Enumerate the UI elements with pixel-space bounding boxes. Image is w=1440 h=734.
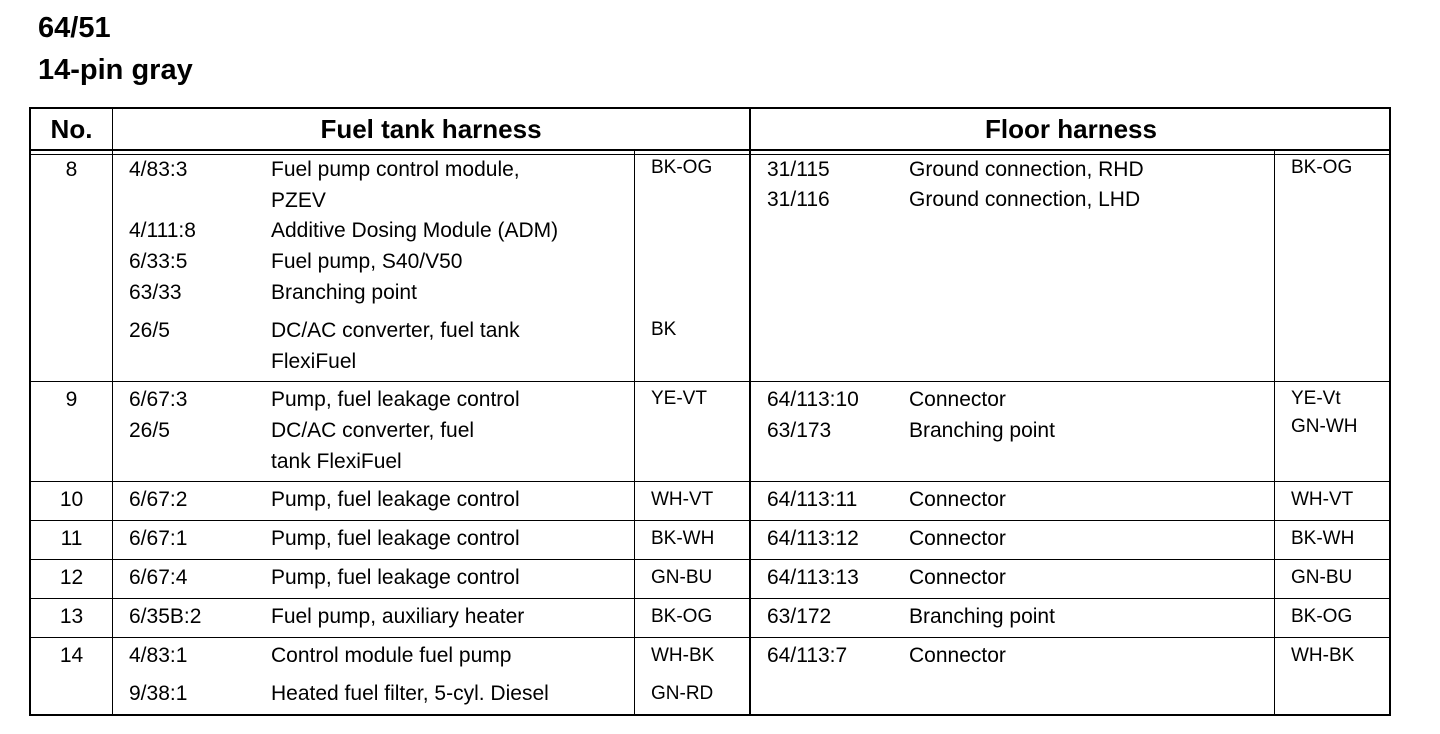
component-desc: DC/AC converter, fuel tank FlexiFuel xyxy=(271,319,520,373)
col-divider xyxy=(634,151,635,714)
pin-table xyxy=(29,107,1391,716)
component-desc: Additive Dosing Module (ADM) xyxy=(271,219,559,242)
pin-number: 12 xyxy=(59,566,84,589)
wire-color: WH-BK xyxy=(651,645,715,666)
wire-color: YE-Vt xyxy=(1291,388,1341,409)
component-ref: 26/5 xyxy=(129,319,170,342)
floor-desc: Connector xyxy=(909,388,1006,411)
component-ref: 6/67:2 xyxy=(129,488,188,511)
col-divider xyxy=(749,109,751,714)
pin-number: 9 xyxy=(65,388,78,411)
wire-color: WH-VT xyxy=(1291,489,1354,510)
component-desc: Pump, fuel leakage control xyxy=(271,388,520,411)
component-ref: 26/5 xyxy=(129,419,170,442)
component-desc: Control module fuel pump xyxy=(271,644,512,667)
wire-color: BK-WH xyxy=(1291,528,1355,549)
wire-color: WH-BK xyxy=(1291,645,1355,666)
wire-color: BK xyxy=(651,319,677,340)
component-desc: Heated fuel filter, 5-cyl. Diesel xyxy=(271,682,549,705)
component-desc: Branching point xyxy=(271,281,417,304)
component-ref: 6/67:4 xyxy=(129,566,188,589)
pin-number: 14 xyxy=(59,644,84,667)
wire-color: GN-BU xyxy=(651,567,713,588)
floor-ref: 64/113:11 xyxy=(767,488,858,511)
header-fuel-tank-harness: Fuel tank harness xyxy=(320,114,542,144)
component-desc: Fuel pump, auxiliary heater xyxy=(271,605,525,628)
wire-color: BK-OG xyxy=(1291,157,1353,178)
floor-desc: Branching point xyxy=(909,419,1055,442)
component-ref: 6/67:3 xyxy=(129,388,188,411)
row-divider xyxy=(31,598,1389,599)
floor-ref: 63/172 xyxy=(767,605,832,628)
component-ref: 4/83:3 xyxy=(129,158,188,181)
component-desc: Pump, fuel leakage control xyxy=(271,566,520,589)
col-divider xyxy=(1274,151,1275,714)
wire-color: GN-WH xyxy=(1291,416,1358,437)
row-divider xyxy=(31,381,1389,382)
header-no: No. xyxy=(50,114,93,144)
floor-ref: 64/113:10 xyxy=(767,388,859,411)
wire-color: GN-BU xyxy=(1291,567,1353,588)
component-desc: DC/AC converter, fuel tank FlexiFuel xyxy=(271,419,475,473)
floor-desc: Branching point xyxy=(909,605,1055,628)
floor-desc: Connector xyxy=(909,566,1006,589)
component-ref: 4/111:8 xyxy=(129,219,196,242)
pin-number: 8 xyxy=(65,158,78,181)
floor-ref: 63/173 xyxy=(767,419,832,442)
floor-desc: Ground connection, RHD xyxy=(909,158,1144,181)
pin-number: 13 xyxy=(59,605,84,628)
row-divider xyxy=(31,559,1389,560)
wire-color: WH-VT xyxy=(651,489,714,510)
component-desc: Fuel pump control module, PZEV xyxy=(271,158,520,212)
component-desc: Fuel pump, S40/V50 xyxy=(271,250,463,273)
component-ref: 6/67:1 xyxy=(129,527,188,550)
component-ref: 6/33:5 xyxy=(129,250,188,273)
header-floor-harness: Floor harness xyxy=(985,114,1157,144)
pin-number: 11 xyxy=(60,527,83,550)
pin-number: 10 xyxy=(59,488,84,511)
floor-ref: 64/113:12 xyxy=(767,527,859,550)
component-ref: 9/38:1 xyxy=(129,682,188,705)
wire-color: BK-OG xyxy=(1291,606,1353,627)
floor-ref: 64/113:13 xyxy=(767,566,859,589)
row-divider xyxy=(31,637,1389,638)
floor-desc: Connector xyxy=(909,488,1006,511)
component-desc: Pump, fuel leakage control xyxy=(271,488,520,511)
floor-desc: Connector xyxy=(909,527,1006,550)
floor-desc: Connector xyxy=(909,644,1006,667)
page-title: 64/51 xyxy=(38,12,111,44)
floor-ref: 31/116 xyxy=(767,188,830,211)
col-divider xyxy=(112,109,113,714)
row-divider xyxy=(31,520,1389,521)
floor-ref: 31/115 xyxy=(767,158,830,181)
component-desc: Pump, fuel leakage control xyxy=(271,527,520,550)
component-ref: 4/83:1 xyxy=(129,644,188,667)
wire-color: BK-OG xyxy=(651,157,713,178)
component-ref: 6/35B:2 xyxy=(129,605,202,628)
floor-desc: Ground connection, LHD xyxy=(909,188,1141,211)
floor-ref: 64/113:7 xyxy=(767,644,848,667)
wire-color: BK-OG xyxy=(651,606,713,627)
component-ref: 63/33 xyxy=(129,281,182,304)
page-subtitle: 14-pin gray xyxy=(38,54,193,86)
wire-color: BK-WH xyxy=(651,528,715,549)
wire-color: YE-VT xyxy=(651,388,707,409)
wire-color: GN-RD xyxy=(651,683,714,704)
row-divider xyxy=(31,481,1389,482)
